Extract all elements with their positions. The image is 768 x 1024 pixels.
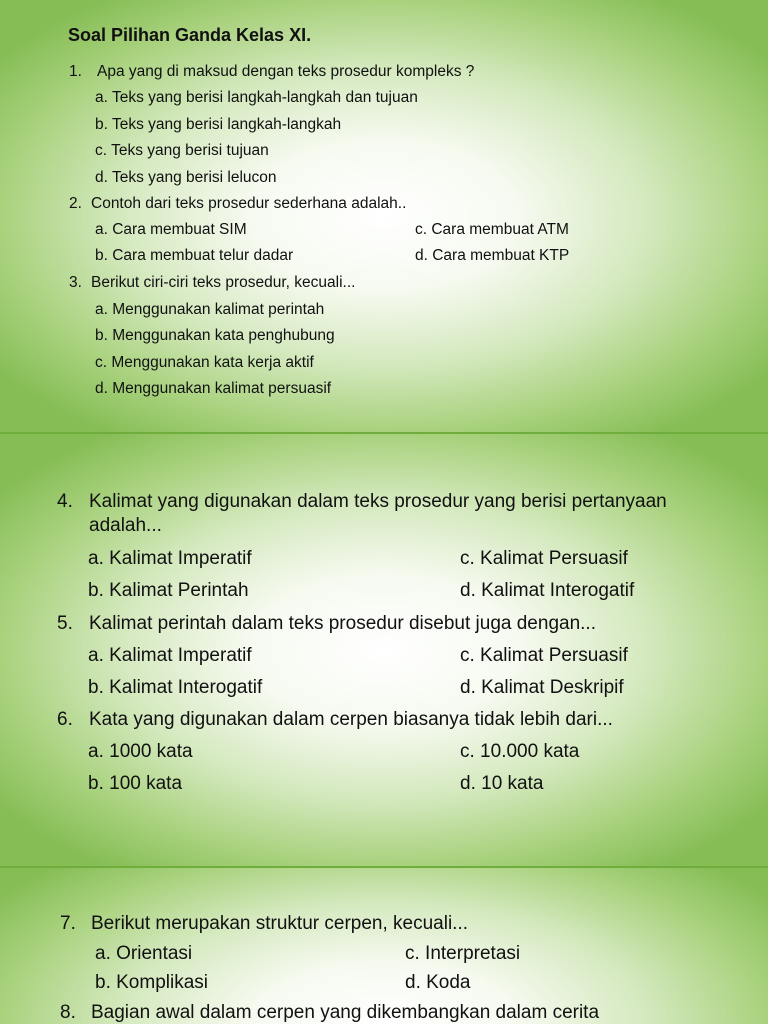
slide-3 <box>0 868 768 1024</box>
question-2-number: 2. <box>69 195 82 212</box>
question-5-number: 5. <box>57 613 73 634</box>
question-2-option-d: d. Cara membuat KTP <box>415 247 570 264</box>
question-4-option-a: a. Kalimat Imperatif <box>88 548 252 569</box>
question-4-text: Kalimat yang digunakan dalam teks prosedur yang berisi pertanyaan <box>89 491 667 512</box>
question-3-option-d: d. Menggunakan kalimat persuasif <box>95 380 332 397</box>
question-8-text: Bagian awal dalam cerpen yang dikembangkan dalam cerita <box>91 1002 600 1023</box>
question-3-text: Berikut ciri-ciri teks prosedur, kecuali... <box>91 274 356 291</box>
page-title: Soal Pilihan Ganda Kelas XI. <box>68 25 312 45</box>
question-1-text: Apa yang di maksud dengan teks prosedur kompleks ? <box>97 63 475 80</box>
question-6-number: 6. <box>57 709 73 730</box>
question-3-option-a: a. Menggunakan kalimat perintah <box>95 301 325 318</box>
question-6-option-c: c. 10.000 kata <box>460 741 580 762</box>
question-7-option-a: a. Orientasi <box>95 943 193 964</box>
question-4-number: 4. <box>57 491 73 512</box>
question-7-option-b: b. Komplikasi <box>95 972 208 993</box>
question-4-option-b: b. Kalimat Perintah <box>88 580 249 601</box>
question-2-option-a: a. Cara membuat SIM <box>95 221 247 238</box>
question-7-option-c: c. Interpretasi <box>405 943 521 964</box>
question-5-option-a: a. Kalimat Imperatif <box>88 645 252 666</box>
question-4-option-d: d. Kalimat Interogatif <box>460 580 635 601</box>
question-8-number: 8. <box>60 1002 76 1023</box>
question-1-option-a: a. Teks yang berisi langkah-langkah dan tujuan <box>95 89 418 106</box>
question-7-text: Berikut merupakan struktur cerpen, kecuali... <box>91 913 469 934</box>
slide-2 <box>0 434 768 866</box>
question-4-option-c: c. Kalimat Persuasif <box>460 548 628 569</box>
question-6-option-d: d. 10 kata <box>460 773 544 794</box>
question-7-number: 7. <box>60 913 76 934</box>
question-4-text-continued: adalah... <box>89 515 162 536</box>
question-2-option-c: c. Cara membuat ATM <box>415 221 569 238</box>
question-5-option-c: c. Kalimat Persuasif <box>460 645 628 666</box>
question-6-option-a: a. 1000 kata <box>88 741 193 762</box>
slide-1 <box>0 0 768 432</box>
question-7-option-d: d. Koda <box>405 972 471 993</box>
question-5-text: Kalimat perintah dalam teks prosedur disebut juga dengan... <box>89 613 596 634</box>
question-1-option-d: d. Teks yang berisi lelucon <box>95 169 277 186</box>
question-1-option-b: b. Teks yang berisi langkah-langkah <box>95 116 342 133</box>
question-3-number: 3. <box>69 274 82 291</box>
question-5-option-b: b. Kalimat Interogatif <box>88 677 263 698</box>
question-1-number: 1. <box>69 63 82 80</box>
question-5-option-d: d. Kalimat Deskripif <box>460 677 624 698</box>
question-3-option-c: c. Menggunakan kata kerja aktif <box>95 354 314 371</box>
question-6-option-b: b. 100 kata <box>88 773 183 794</box>
question-1-option-c: c. Teks yang berisi tujuan <box>95 142 269 159</box>
question-2-text: Contoh dari teks prosedur sederhana adalah.. <box>91 195 407 212</box>
question-6-text: Kata yang digunakan dalam cerpen biasanya tidak lebih dari... <box>89 709 613 730</box>
question-2-option-b: b. Cara membuat telur dadar <box>95 247 294 264</box>
question-3-option-b: b. Menggunakan kata penghubung <box>95 327 335 344</box>
